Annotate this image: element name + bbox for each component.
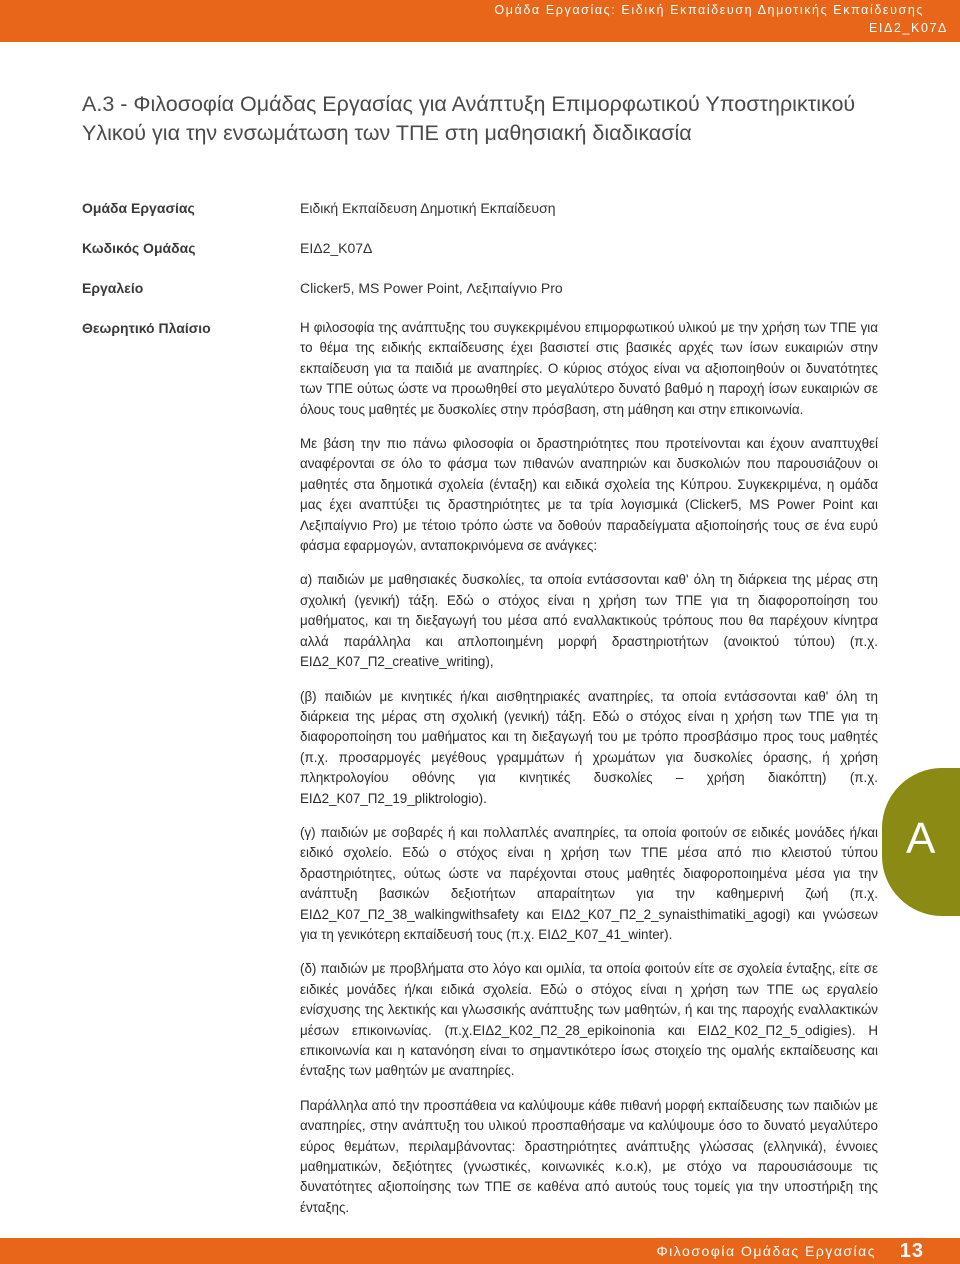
framework-body [300, 318, 878, 1232]
header-line-2: ΕΙΔ2_Κ07Δ [868, 21, 948, 35]
meta-label-code: Κωδικός Ομάδας [82, 240, 196, 256]
paragraph: Με βάση την πιο πάνω φιλοσοφία οι δραστηριότητες που προτείνονται και έχουν αναπτυχθεί αναφέρονται σε όλο το φάσμα των πιθανών αναπηριών και δυσκολιών που παρουσιάζουν οι μαθητές στα δημοτικά σχολεία (ένταξη) και ειδικά σχολεία της Κύπρου. Συγκεκριμένα, η ομάδα μας έχει αναπτύξει τις δραστηριότητες με τα τρία λογισμικά (Clicker5, MS Power Point και Λεξιπαίγνιο Pro) με τέτοιο τρόπο ώστε να δοθούν παραδείγματα αξιοποίησής τους σε ένα ευρύ φάσμα εφαρμογών, ανταποκρινόμενα σε ανάγκες: [300, 436, 878, 554]
footer-bar [0, 1238, 960, 1264]
meta-label-framework: Θεωρητικό Πλαίσιο [82, 320, 211, 336]
meta-label-tool: Εργαλείο [82, 280, 144, 296]
footer-title: Φιλοσοφία Ομάδας Εργασίας [656, 1243, 876, 1259]
paragraph: (γ) παιδιών με σοβαρές ή και πολλαπλές αναπηρίες, τα οποία φοιτούν σε ειδικές μονάδες ή/και ειδικό σχολείο. Εδώ ο στόχος είναι η χρήση των ΤΠΕ μέσα από πιο κλειστού τύπου δραστηριότητες, ούτως ώστε να παρέχονται στους μαθητές διαφοροποιημένα μέσα για την ανάπτυξη βασικών δεξιοτήτων απαραίτητων για την καθημερινή ζωή (π.χ. ΕΙΔ2_Κ07_Π2_38_walkingwithsafety και ΕΙΔ2_Κ07_Π2_2_synaisthimatiki_agogi) και γνώσεων για τη γενικότερη εκπαίδευσή τους (π.χ. ΕΙΔ2_Κ07_41_winter). [300, 824, 878, 942]
paragraph: α) παιδιών με μαθησιακές δυσκολίες, τα οποία εντάσσονται καθ' όλη τη διάρκεια της μέρας στη σχολική (γενική) τάξη. Εδώ ο στόχος είναι η χρήση των ΤΠΕ για τη διαφοροποίηση του μαθήματος, και τη διεξαγωγή του μέσα από εναλλακτικούς τρόπους που θα παρέχουν κίνητρα αλλά παράλληλα και απλοποιημένη μορφή δραστηριοτήτων (ανοικτού τύπου) (π.χ. ΕΙΔ2_Κ07_Π2_creative_writing), [300, 572, 878, 670]
header-line-1: Ομάδα Εργασίας: Ειδική Εκπαίδευση Δημοτικής Εκπαίδευσης [494, 3, 924, 17]
paragraph: Παράλληλα από την προσπάθεια να καλύψουμε κάθε πιθανή μορφή εκπαίδευσης των παιδιών με αναπηρίες, στην ανάπτυξη του υλικού προσπαθήσαμε να καλύψουμε όσο το δυνατό μεγαλύτερο εύρος θεμάτων, περιλαμβάνοντας: δραστηριότητες ανάπτυξης γλώσσας (ελληνικά), έννοιες μαθηματικών, δεξιότητες (γνωστικές, κοινωνικές κ.ο.κ), με στόχο να παρουσιάσουμε τις δυνατότητες αξιοποίησης των ΤΠΕ σε καθένα από αυτούς τους τομείς για την υποστήριξη της ένταξης. [300, 1097, 878, 1215]
paragraph: (δ) παιδιών με προβλήματα στο λόγο και ομιλία, τα οποία φοιτούν είτε σε σχολεία ένταξης, είτε σε ειδικές μονάδες ή/και ειδικά σχολεία. Εδώ ο στόχος είναι η χρήση των ΤΠΕ ως εργαλείο ενίσχυσης της λεκτικής και γλωσσικής ανάπτυξης των μαθητών, ή και της παροχής εναλλακτικών μέσων επικοινωνίας. (π.χ.ΕΙΔ2_Κ02_Π2_28_epikoinonia και ΕΙΔ2_Κ02_Π2_5_odigies). Η επικοινωνία και η κατανόηση είναι το σημαντικότερο ίσως στοιχείο της ομαλής εκπαίδευσης και ένταξης των μαθητών με αναπηρίες. [300, 961, 878, 1079]
paragraph: Η φιλοσοφία της ανάπτυξης του συγκεκριμένου επιμορφωτικού υλικού με την χρήση των ΤΠΕ για το θέμα της ειδικής εκπαίδευσης έχει βασιστεί στις βασικές αρχές των ίσων ευκαιριών στην εκπαίδευση για τα παιδιά με αναπηρίες. Ο κύριος στόχος είναι να αξιοποιηθούν οι δυνατότητες των ΤΠΕ ούτως ώστε να προωθηθεί στο μεγαλύτερο δυνατό βαθμό η παροχή ίσων ευκαιριών σε όλους τους μαθητές με δυσκολίες στην πρόσβαση, στη μάθηση και στην επικοινωνία. [300, 320, 878, 417]
meta-value-code: ΕΙΔ2_Κ07Δ [300, 240, 373, 256]
header-bar [0, 0, 960, 42]
meta-label-team: Ομάδα Εργασίας [82, 200, 195, 216]
meta-value-team: Ειδική Εκπαίδευση Δημοτική Εκπαίδευση [300, 200, 556, 216]
section-tab-letter: Α [906, 814, 936, 863]
paragraph: (β) παιδιών με κινητικές ή/και αισθητηριακές αναπηρίες, τα οποία εντάσσονται καθ' όλη τη διάρκεια της μέρας στη σχολική (γενική) τάξη. Εδώ ο στόχος είναι η χρήση των ΤΠΕ για τη διαφοροποίηση του μαθήματος και τη διεξαγωγή του με τρόπο προσβάσιμο προς τους μαθητές (π.χ. προσαρμογές μεγέθους γραμμάτων ή χρωμάτων για δυσκολίες όρασης, ή χρήση πληκτρολογίου οθόνης για κινητικές δυσκολίες – χρήση διακόπτη) (π.χ. ΕΙΔ2_Κ07_Π2_19_pliktrologio). [300, 688, 878, 806]
meta-value-tool: Clicker5, MS Power Point, Λεξιπαίγνιο Pro [300, 280, 563, 296]
page-title: Α.3 - Φιλοσοφία Ομάδας Εργασίας για Ανάπτυξη Επιμορφωτικού Υποστηρικτικού Υλικού για την ενσωμάτωση των ΤΠΕ στη μαθησιακή διαδικασία [82, 92, 856, 145]
page-number: 13 [899, 1240, 924, 1262]
